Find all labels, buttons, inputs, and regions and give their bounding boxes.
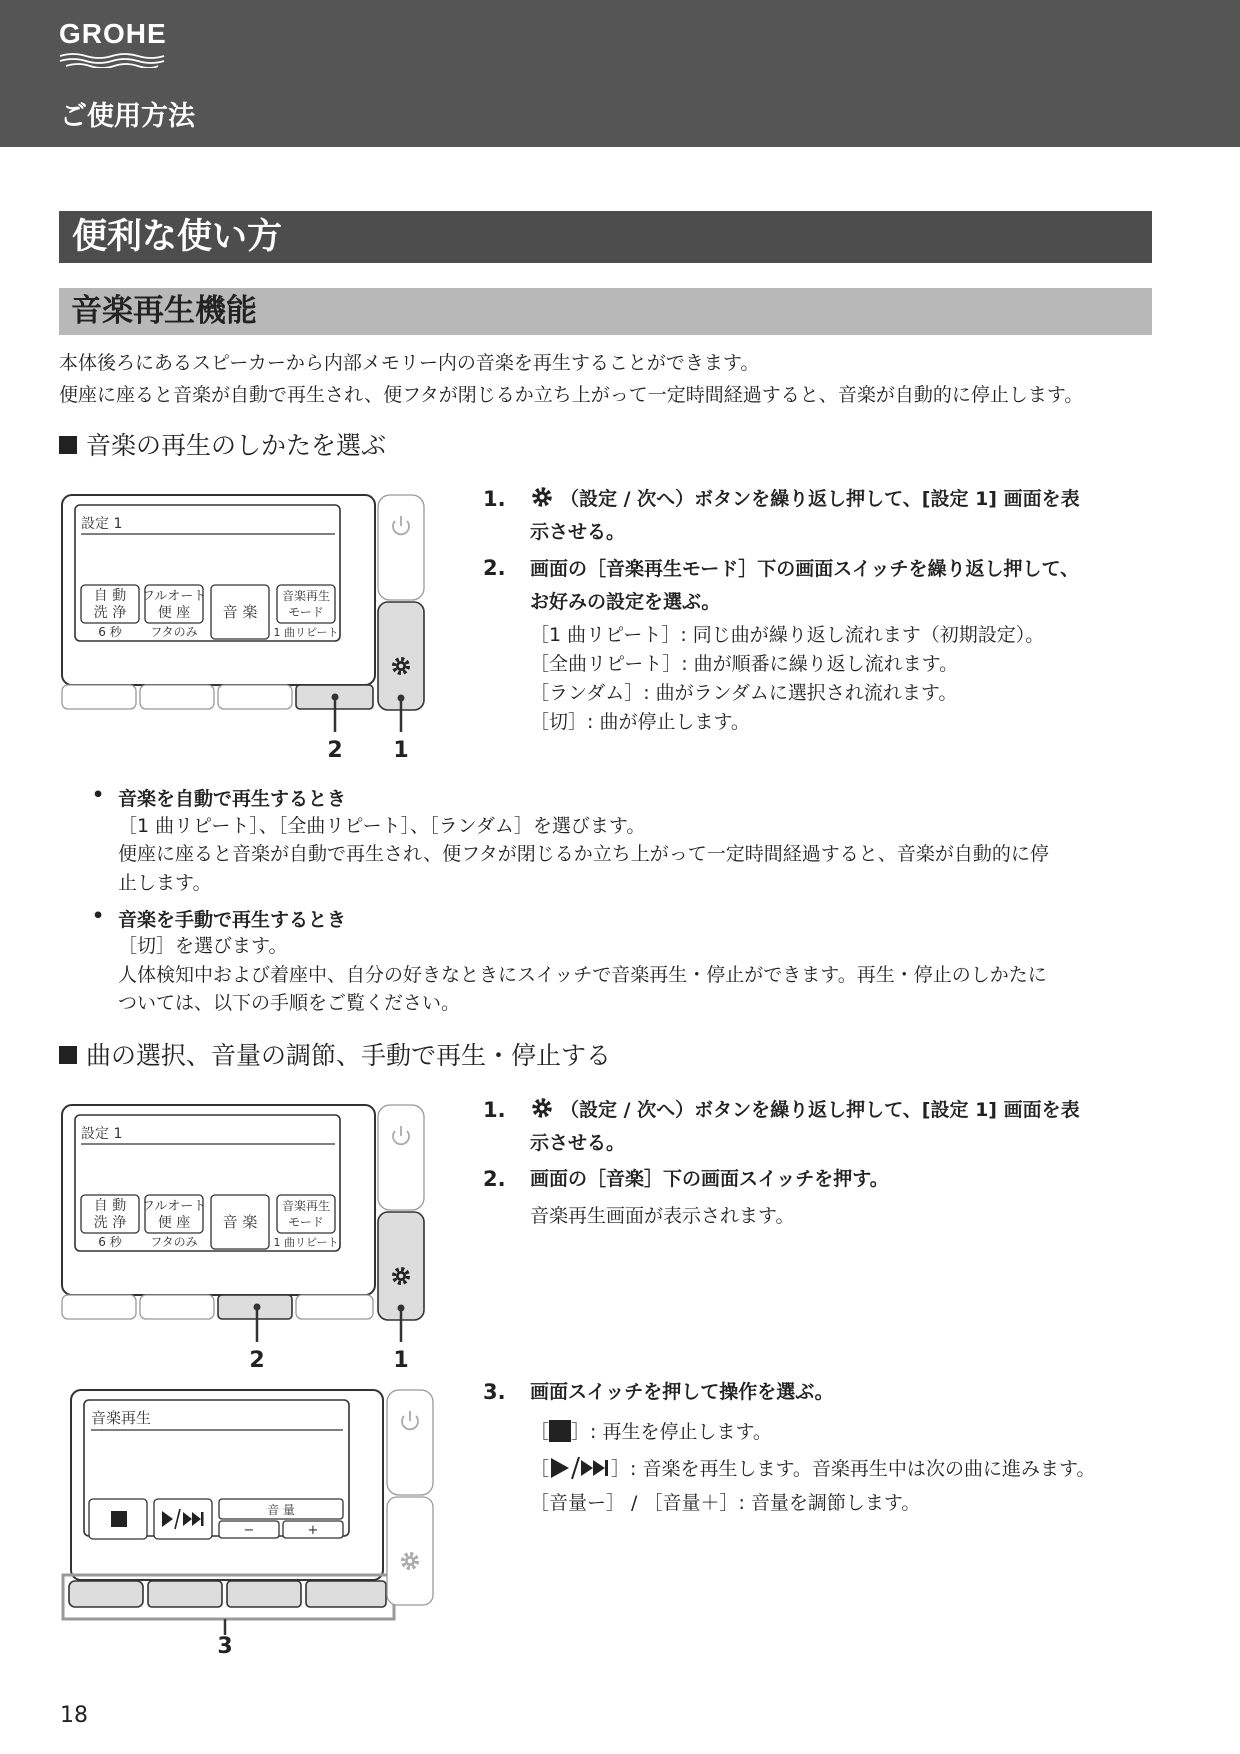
svg-text:フタのみ: フタのみ (150, 1235, 198, 1249)
square-bullet-icon (59, 1046, 77, 1064)
step-2-number: 2. (483, 1167, 506, 1191)
header-section-title: ご使用方法 (60, 101, 195, 132)
section-title: 音楽再生機能 (71, 293, 257, 329)
svg-text:自 動: 自 動 (93, 588, 127, 604)
step-1-number: 1. (483, 1098, 506, 1122)
step-2-note: 音楽再生画面が表示されます。 (530, 1205, 795, 1227)
intro-line-2: 便座に座ると音楽が自動で再生され、便フタが閉じるか立ち上がって一定時間経過すると、音楽が自動的に停止します。 (59, 384, 1084, 406)
step-3-number: 3. (483, 1380, 506, 1404)
option-1: ［1 曲リピート］: 同じ曲が繰り返し流れます（初期設定）。 (530, 624, 1045, 646)
music-playback-panel-diagram (59, 1385, 439, 1655)
logo-waves-icon (58, 52, 168, 68)
svg-text:音楽再生: 音楽再生 (281, 1199, 331, 1213)
bullet-2-heading: 音楽を手動で再生するとき (118, 909, 347, 931)
screen-switches (62, 1295, 373, 1319)
screen-title: 設定 1 (81, 1126, 123, 1142)
brand-logo: GROHE (59, 18, 167, 49)
callout-1: 1 (393, 1348, 409, 1373)
callout-2: 2 (249, 1348, 265, 1373)
step-2-text: 画面の［音楽再生モード］下の画面スイッチを繰り返し押して、 お好みの設定を選ぶ。 (530, 558, 1080, 613)
svg-text:洗 浄: 洗 浄 (93, 605, 127, 621)
svg-text:音楽再生: 音楽再生 (281, 589, 331, 603)
play-next-button (154, 1499, 212, 1539)
stop-icon (111, 1511, 127, 1527)
control-panel-diagram-2 (59, 1100, 429, 1375)
screen-title: 音楽再生 (91, 1409, 152, 1427)
bullet-dot: • (92, 905, 105, 927)
section2-heading (59, 1036, 611, 1072)
bullet-1-heading: 音楽を自動で再生するとき (118, 788, 347, 810)
callout-3: 3 (217, 1634, 233, 1655)
bullet-2-line-3: ついては、以下の手順をご覧ください。 (118, 992, 461, 1014)
screen-title: 設定 1 (81, 516, 123, 532)
svg-text:+: + (307, 1523, 319, 1538)
gear-icon (530, 485, 554, 509)
svg-text:フルオート: フルオート (141, 1199, 207, 1214)
gear-icon (530, 1096, 554, 1120)
svg-text:1 曲リピート: 1 曲リピート (273, 1236, 339, 1249)
page-title: 便利な使い方 (72, 217, 283, 257)
bullet-1-line-3: 止します。 (118, 872, 212, 894)
svg-text:6 秒: 6 秒 (98, 1235, 122, 1249)
step-3-option-volume: ［音量ー］ / ［音量＋］: 音量を調節します。 (530, 1492, 921, 1514)
step-1-text: （設定 / 次へ）ボタンを繰り返し押して、[設定 1] 画面を表 示させる。 (530, 1094, 1080, 1160)
step-2-number: 2. (483, 556, 506, 580)
play-next-icon (549, 1456, 611, 1480)
bullet-2-line-1: ［切］を選びます。 (118, 935, 288, 957)
svg-text:6 秒: 6 秒 (98, 625, 122, 639)
bullet-2-line-2: 人体検知中および着座中、自分の好きなときにスイッチで音楽再生・停止ができます。再生・停止のしかたに (118, 964, 1047, 986)
svg-text:モード: モード (288, 605, 324, 619)
option-2: ［全曲リピート］: 曲が順番に繰り返し流れます。 (530, 653, 959, 675)
callout-2: 2 (327, 738, 343, 763)
section2-heading-text: 曲の選択、音量の調節、手動で再生・停止する (86, 1041, 612, 1070)
stop-icon (549, 1420, 571, 1442)
section1-heading (59, 426, 386, 462)
option-4: ［切］: 曲が停止します。 (530, 711, 750, 733)
svg-text:自 動: 自 動 (93, 1198, 127, 1214)
svg-text:1 曲リピート: 1 曲リピート (273, 626, 339, 639)
square-bullet-icon (59, 436, 77, 454)
step-1-text: （設定 / 次へ）ボタンを繰り返し押して、[設定 1] 画面を表 示させる。 (530, 483, 1080, 549)
svg-text:音 量: 音 量 (267, 1503, 295, 1517)
step-3-option-play: ［ ］: 音楽を再生します。音楽再生中は次の曲に進みます。 (530, 1458, 1096, 1480)
svg-text:フタのみ: フタのみ (150, 625, 198, 639)
bullet-1-line-1: ［1 曲リピート］、［全曲リピート］、［ランダム］を選びます。 (118, 815, 646, 837)
svg-text:便 座: 便 座 (157, 605, 191, 621)
step-2-text: 画面の［音楽］下の画面スイッチを押す。 (530, 1168, 889, 1190)
step-3-option-stop: ［ ］: 再生を停止します。 (530, 1421, 772, 1443)
intro-line-1: 本体後ろにあるスピーカーから内部メモリー内の音楽を再生することができます。 (59, 352, 760, 374)
svg-text:音 楽: 音 楽 (222, 1213, 258, 1231)
bullet-dot: • (92, 784, 105, 806)
screen-switches (69, 1581, 386, 1607)
screen-switches (62, 685, 373, 709)
bullet-1-line-2: 便座に座ると音楽が自動で再生され、便フタが閉じるか立ち上がって一定時間経過すると、音楽が自動的に停 (118, 843, 1049, 865)
svg-text:フルオート: フルオート (141, 589, 207, 604)
callout-1: 1 (393, 738, 409, 763)
stop-button (89, 1499, 147, 1539)
svg-text:音 楽: 音 楽 (222, 603, 258, 621)
step-1-number: 1. (483, 487, 506, 511)
svg-text:洗 浄: 洗 浄 (93, 1215, 127, 1231)
svg-text:−: − (243, 1523, 255, 1538)
option-3: ［ランダム］: 曲がランダムに選択され流れます。 (530, 682, 958, 704)
step-3-text: 画面スイッチを押して操作を選ぶ。 (530, 1381, 834, 1403)
page-number: 18 (60, 1703, 88, 1728)
control-panel-diagram-1 (59, 490, 429, 765)
section1-heading-text: 音楽の再生のしかたを選ぶ (86, 431, 387, 460)
svg-text:モード: モード (288, 1215, 324, 1229)
svg-text:便 座: 便 座 (157, 1215, 191, 1231)
